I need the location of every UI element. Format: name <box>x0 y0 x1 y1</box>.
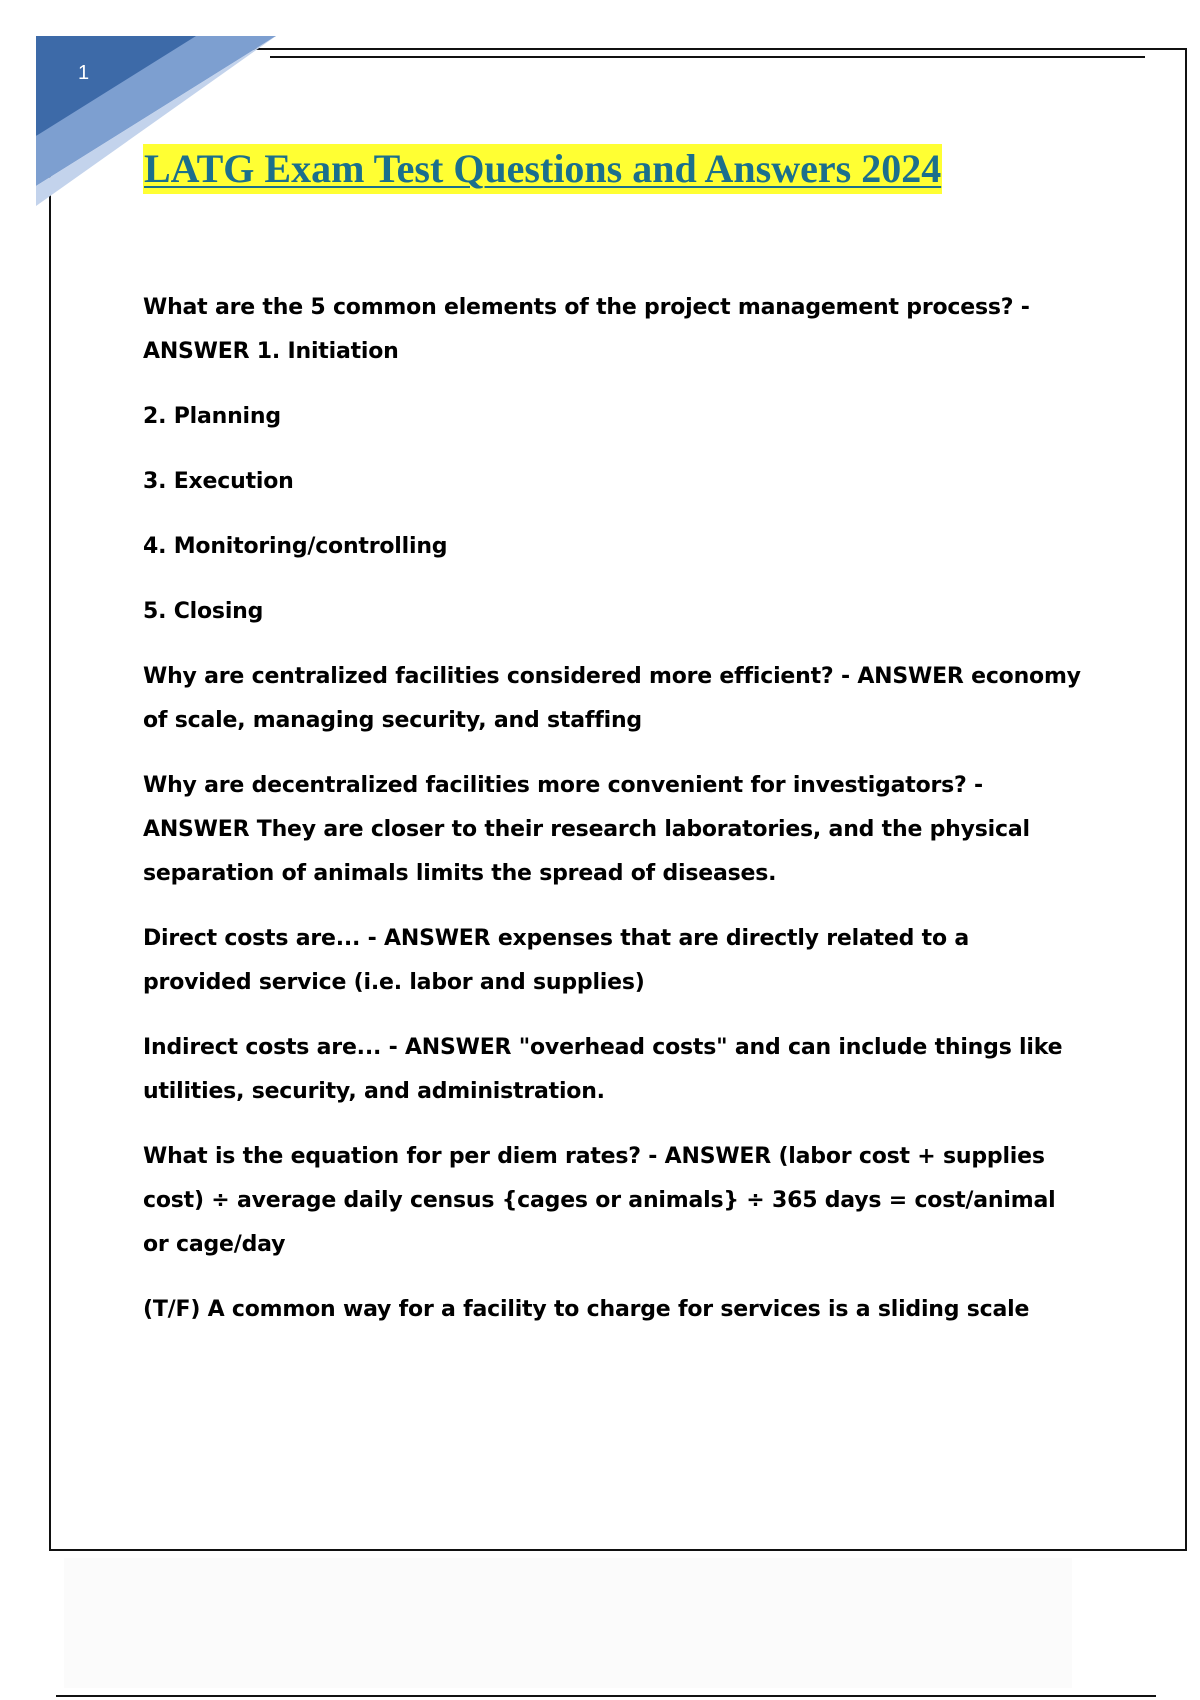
paragraph: Why are centralized facilities considered more efficient? - ANSWER economy of scale, managing security, and staffing <box>143 664 1081 733</box>
paragraph: What is the equation for per diem rates? - ANSWER (labor cost + supplies cost) ÷ average daily census {cages or animals} ÷ 365 days = cost/animal or cage/day <box>143 1144 1056 1257</box>
paragraph: 4. Monitoring/controlling <box>143 534 448 559</box>
qa-content <box>143 286 1083 1353</box>
footer-rule <box>56 1695 1156 1697</box>
paragraph: What are the 5 common elements of the project management process? - ANSWER 1. Initiation <box>143 295 1030 364</box>
header-rule <box>270 56 1145 58</box>
paragraph: Why are decentralized facilities more convenient for investigators? - ANSWER They are closer to their research laboratories, and the physical separation of animals limits the spread of diseases. <box>143 773 1030 886</box>
paragraph: Indirect costs are... - ANSWER "overhead costs" and can include things like utilities, security, and administration. <box>143 1035 1063 1104</box>
paragraph: 2. Planning <box>143 404 281 429</box>
paragraph: (T/F) A common way for a facility to charge for services is a sliding scale <box>143 1297 1030 1322</box>
paragraph: Direct costs are... - ANSWER expenses that are directly related to a provided service (i.e. labor and supplies) <box>143 926 970 995</box>
paragraph: 3. Execution <box>143 469 294 494</box>
page-number: 1 <box>78 62 90 84</box>
next-page-shadow <box>64 1558 1072 1688</box>
paragraph: 5. Closing <box>143 599 264 624</box>
document-title: LATG Exam Test Questions and Answers 2024 <box>143 144 942 194</box>
title-block <box>143 144 942 194</box>
